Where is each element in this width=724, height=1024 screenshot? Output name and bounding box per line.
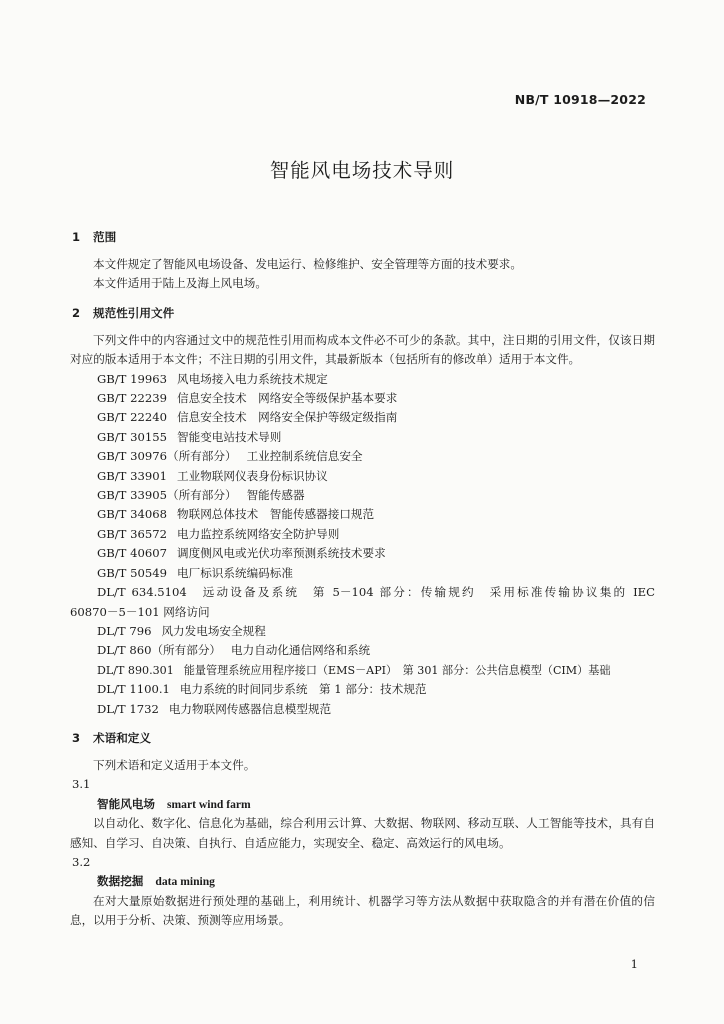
term-heading — [70, 872, 655, 891]
reference-title: 工业物联网仪表身份标识协议 — [177, 468, 328, 483]
section-number: 1 — [72, 230, 81, 244]
reference-item — [70, 641, 655, 660]
reference-code: DL/T 1732 — [97, 701, 159, 716]
reference-code: GB/T 30155 — [97, 429, 167, 444]
paragraph: 本文件规定了智能风电场设备、发电运行、检修维护、安全管理等方面的技术要求。 — [93, 257, 522, 271]
reference-code: DL/T 796 — [97, 623, 152, 638]
term-zh: 智能风电场 — [97, 796, 155, 811]
reference-code: DL/T 890.301 — [97, 663, 174, 677]
reference-title: 信息安全技术 网络安全等级保护基本要求 — [177, 391, 398, 406]
document-body — [70, 228, 655, 931]
reference-title: 风力发电场安全规程 — [161, 623, 266, 638]
reference-title: 电厂标识系统编码标准 — [177, 565, 293, 580]
term-definition: 以自动化、数字化、信息化为基础，综合利用云计算、大数据、物联网、移动互联、人工智能等技术，具有自感知、自学习、自决策、自执行、自适应能力，实现安全、稳定、高效运行的风电场。 — [70, 816, 655, 850]
reference-line: 60870－5－101 网络访问 — [70, 604, 210, 619]
reference-item — [70, 486, 655, 505]
reference-title: 电力自动化通信网络和系统 — [231, 643, 371, 658]
reference-title: 工业控制系统信息安全 — [246, 449, 363, 464]
reference-code: GB/T 36572 — [97, 526, 167, 541]
reference-code: GB/T 40607 — [97, 546, 167, 561]
reference-title: 风电场接入电力系统技术规定 — [177, 371, 328, 386]
term-zh: 数据挖掘 — [97, 874, 144, 889]
term-definition: 在对大量原始数据进行预处理的基础上，利用统计、机器学习等方法从数据中获取隐含的并有潜在价值的信息，以用于分析、决策、预测等应用场景。 — [70, 893, 655, 928]
section-title: 范围 — [93, 230, 117, 244]
reference-code: GB/T 19963 — [97, 371, 167, 386]
term-heading — [70, 795, 655, 814]
reference-title: 电力系统的时间同步系统 第 1 部分：技术规范 — [179, 682, 427, 697]
section-heading-terms — [70, 729, 655, 748]
reference-code: GB/T 50549 — [97, 565, 167, 580]
reference-title: 智能传感器 — [246, 488, 305, 503]
reference-item — [70, 564, 655, 583]
reference-item — [70, 447, 655, 466]
term-en: data mining — [155, 875, 215, 889]
standard-code: NB/T 10918—2022 — [514, 92, 646, 107]
section-heading-normative-references — [70, 304, 655, 323]
reference-item — [70, 525, 655, 544]
term-en: smart wind farm — [166, 797, 251, 811]
document-title: 智能风电场技术导则 — [269, 159, 455, 182]
reference-item — [70, 583, 655, 622]
term-number: 3.1 — [72, 777, 91, 792]
section-heading-scope — [70, 228, 655, 247]
paragraph: 下列文件中的内容通过文中的规范性引用而构成本文件必不可少的条款。其中，注日期的引用文件，仅该日期对应的版本适用于本文件；不注日期的引用文件，其最新版本（包括所有的修改单）适用于本文件。 — [70, 332, 655, 367]
reference-title: 电力监控系统网络安全防护导则 — [177, 526, 340, 541]
reference-list — [70, 370, 655, 719]
reference-item — [70, 428, 655, 447]
reference-item — [70, 370, 655, 389]
reference-item — [70, 467, 655, 486]
reference-title: 物联网总体技术 智能传感器接口规范 — [177, 507, 375, 522]
paragraph: 本文件适用于陆上及海上风电场。 — [93, 276, 267, 291]
reference-code: GB/T 33905（所有部分） — [97, 488, 237, 503]
section-title: 规范性引用文件 — [93, 305, 175, 320]
reference-title: 能量管理系统应用程序接口（EMS－API） 第 301 部分：公共信息模型（CIM）基础 — [183, 663, 611, 677]
term-number: 3.2 — [72, 854, 91, 869]
section-number: 3 — [72, 730, 81, 745]
section-number: 2 — [72, 305, 81, 320]
reference-code: GB/T 30976（所有部分） — [97, 449, 237, 464]
reference-title: 电力物联网传感器信息模型规范 — [168, 701, 332, 716]
page-number: 1 — [630, 957, 638, 971]
reference-item — [70, 389, 655, 408]
paragraph: 下列术语和定义适用于本文件。 — [93, 757, 256, 772]
section-title: 术语和定义 — [93, 730, 151, 745]
reference-title: 信息安全技术 网络安全保护等级定级指南 — [177, 410, 398, 425]
reference-item — [70, 700, 655, 719]
reference-item — [70, 661, 655, 680]
reference-item — [70, 680, 655, 699]
reference-item — [70, 408, 655, 427]
reference-title: 调度侧风电或光伏功率预测系统技术要求 — [177, 546, 386, 561]
reference-code: GB/T 34068 — [97, 507, 167, 522]
reference-line: DL/T 634.5104 远动设备及系统 第 5－104 部分：传输规约 采用标准传输协议集的 IEC — [97, 585, 655, 600]
reference-item — [70, 622, 655, 641]
reference-title: 智能变电站技术导则 — [177, 429, 282, 444]
reference-code: GB/T 22240 — [97, 410, 167, 425]
reference-item — [70, 544, 655, 563]
reference-code: DL/T 860（所有部分） — [97, 643, 222, 658]
reference-code: DL/T 1100.1 — [97, 682, 170, 697]
reference-item — [70, 505, 655, 524]
reference-code: GB/T 33901 — [97, 468, 167, 483]
reference-code: GB/T 22239 — [97, 391, 167, 406]
